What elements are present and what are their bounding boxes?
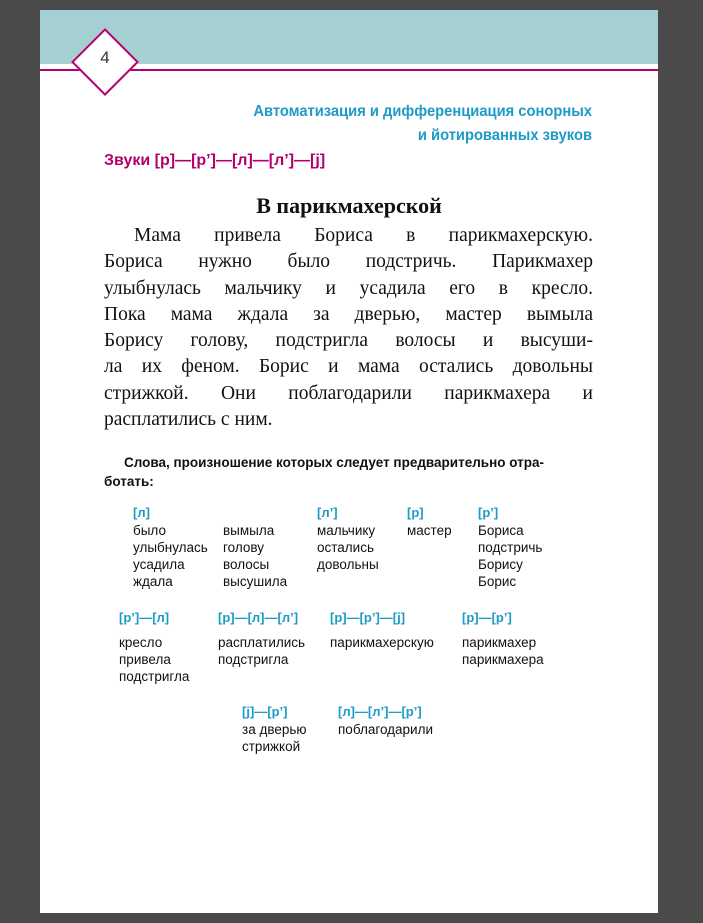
story-line: ла их феном. Борис и мама остались довольны [104,356,593,378]
sounds-heading: Звуки [р]—[р’]—[л]—[л’]—[j] [104,152,326,169]
group-header: [р] [407,505,424,520]
header-rule [40,69,658,71]
word: мастер [407,523,452,538]
story-line: Пока мама ждала за дверью, мастер вымыла [104,303,593,325]
word-group-r [407,504,452,539]
word-group-j-rsoft [242,703,307,755]
word: довольны [317,557,379,572]
word: стрижкой [242,739,301,754]
group-header: [р]—[р’] [462,610,512,625]
group-header: [л]—[л’]—[р’] [338,704,422,719]
word: парикмахера [462,652,544,667]
story-line: Мама привела Бориса в парикмахерскую. [134,225,593,246]
section-title [206,100,592,148]
word: подстригла [119,669,190,684]
section-title-line-1: Автоматизация и дифференциация сонорных [253,103,592,120]
story-text [104,223,593,433]
word: подстричь [478,540,543,555]
word: парикмахер [462,635,537,650]
group-header: [р]—[р’]—[j] [330,610,406,625]
word: парикмахерскую [330,635,434,650]
word-group-l-lsoft-rsoft [338,703,433,738]
group-header [223,504,287,522]
word: улыбнулась [133,540,208,555]
story-title: В парикмахерской [256,193,442,218]
group-header: [р]—[л]—[л’] [218,610,299,625]
group-header: [л] [133,505,150,520]
section-title-line-2: и йотированных звуков [417,127,592,144]
word-group-r-soft [478,504,542,590]
word: Борису [478,557,523,572]
word: подстригла [218,652,289,667]
word: поблагодарили [338,722,434,737]
word: высушила [223,574,288,589]
story-line: Борису голову, подстригла волосы и высуши- [104,330,593,352]
group-header: [р’] [478,505,499,520]
word-group-r-l-lsoft [218,609,305,668]
page-number: 4 [100,48,110,67]
word: ждала [133,574,173,589]
word-group-r-rsoft [462,609,544,668]
story-line: расплатились с ним. [104,409,273,431]
word: расплатились [218,635,306,650]
word: кресло [119,635,163,650]
story-line: стрижкой. Они поблагодарили парикмахера и [104,382,593,404]
word: было [133,523,166,538]
word: вымыла [223,523,275,538]
instruction-line-1: Слова, произношение которых следует предварительно отра- [124,455,544,470]
word: усадила [133,557,185,572]
group-header: [л’] [317,505,338,520]
word-group-rsoft-l [119,609,189,685]
word-group-l-cont [223,504,287,590]
word: Бориса [478,523,524,538]
word-group-l-soft [317,504,379,573]
word: волосы [223,557,270,572]
instruction-line-2: ботать: [104,474,154,489]
story-line: Бориса нужно было подстричь. Парикмахер [104,251,593,273]
word: мальчику [317,523,376,538]
group-header: [р’]—[л] [119,610,170,625]
word-group-l [133,504,208,590]
word: за дверью [242,722,307,737]
story-line: улыбнулась мальчику и усадила его в кресло. [104,277,593,299]
word-group-r-rsoft-j [330,609,434,651]
group-header: [j]—[р’] [242,704,288,719]
book-page [40,10,658,913]
word: привела [119,652,171,667]
instruction [104,453,593,491]
word: остались [317,540,374,555]
word: Борис [478,574,517,589]
word: голову [223,540,265,555]
